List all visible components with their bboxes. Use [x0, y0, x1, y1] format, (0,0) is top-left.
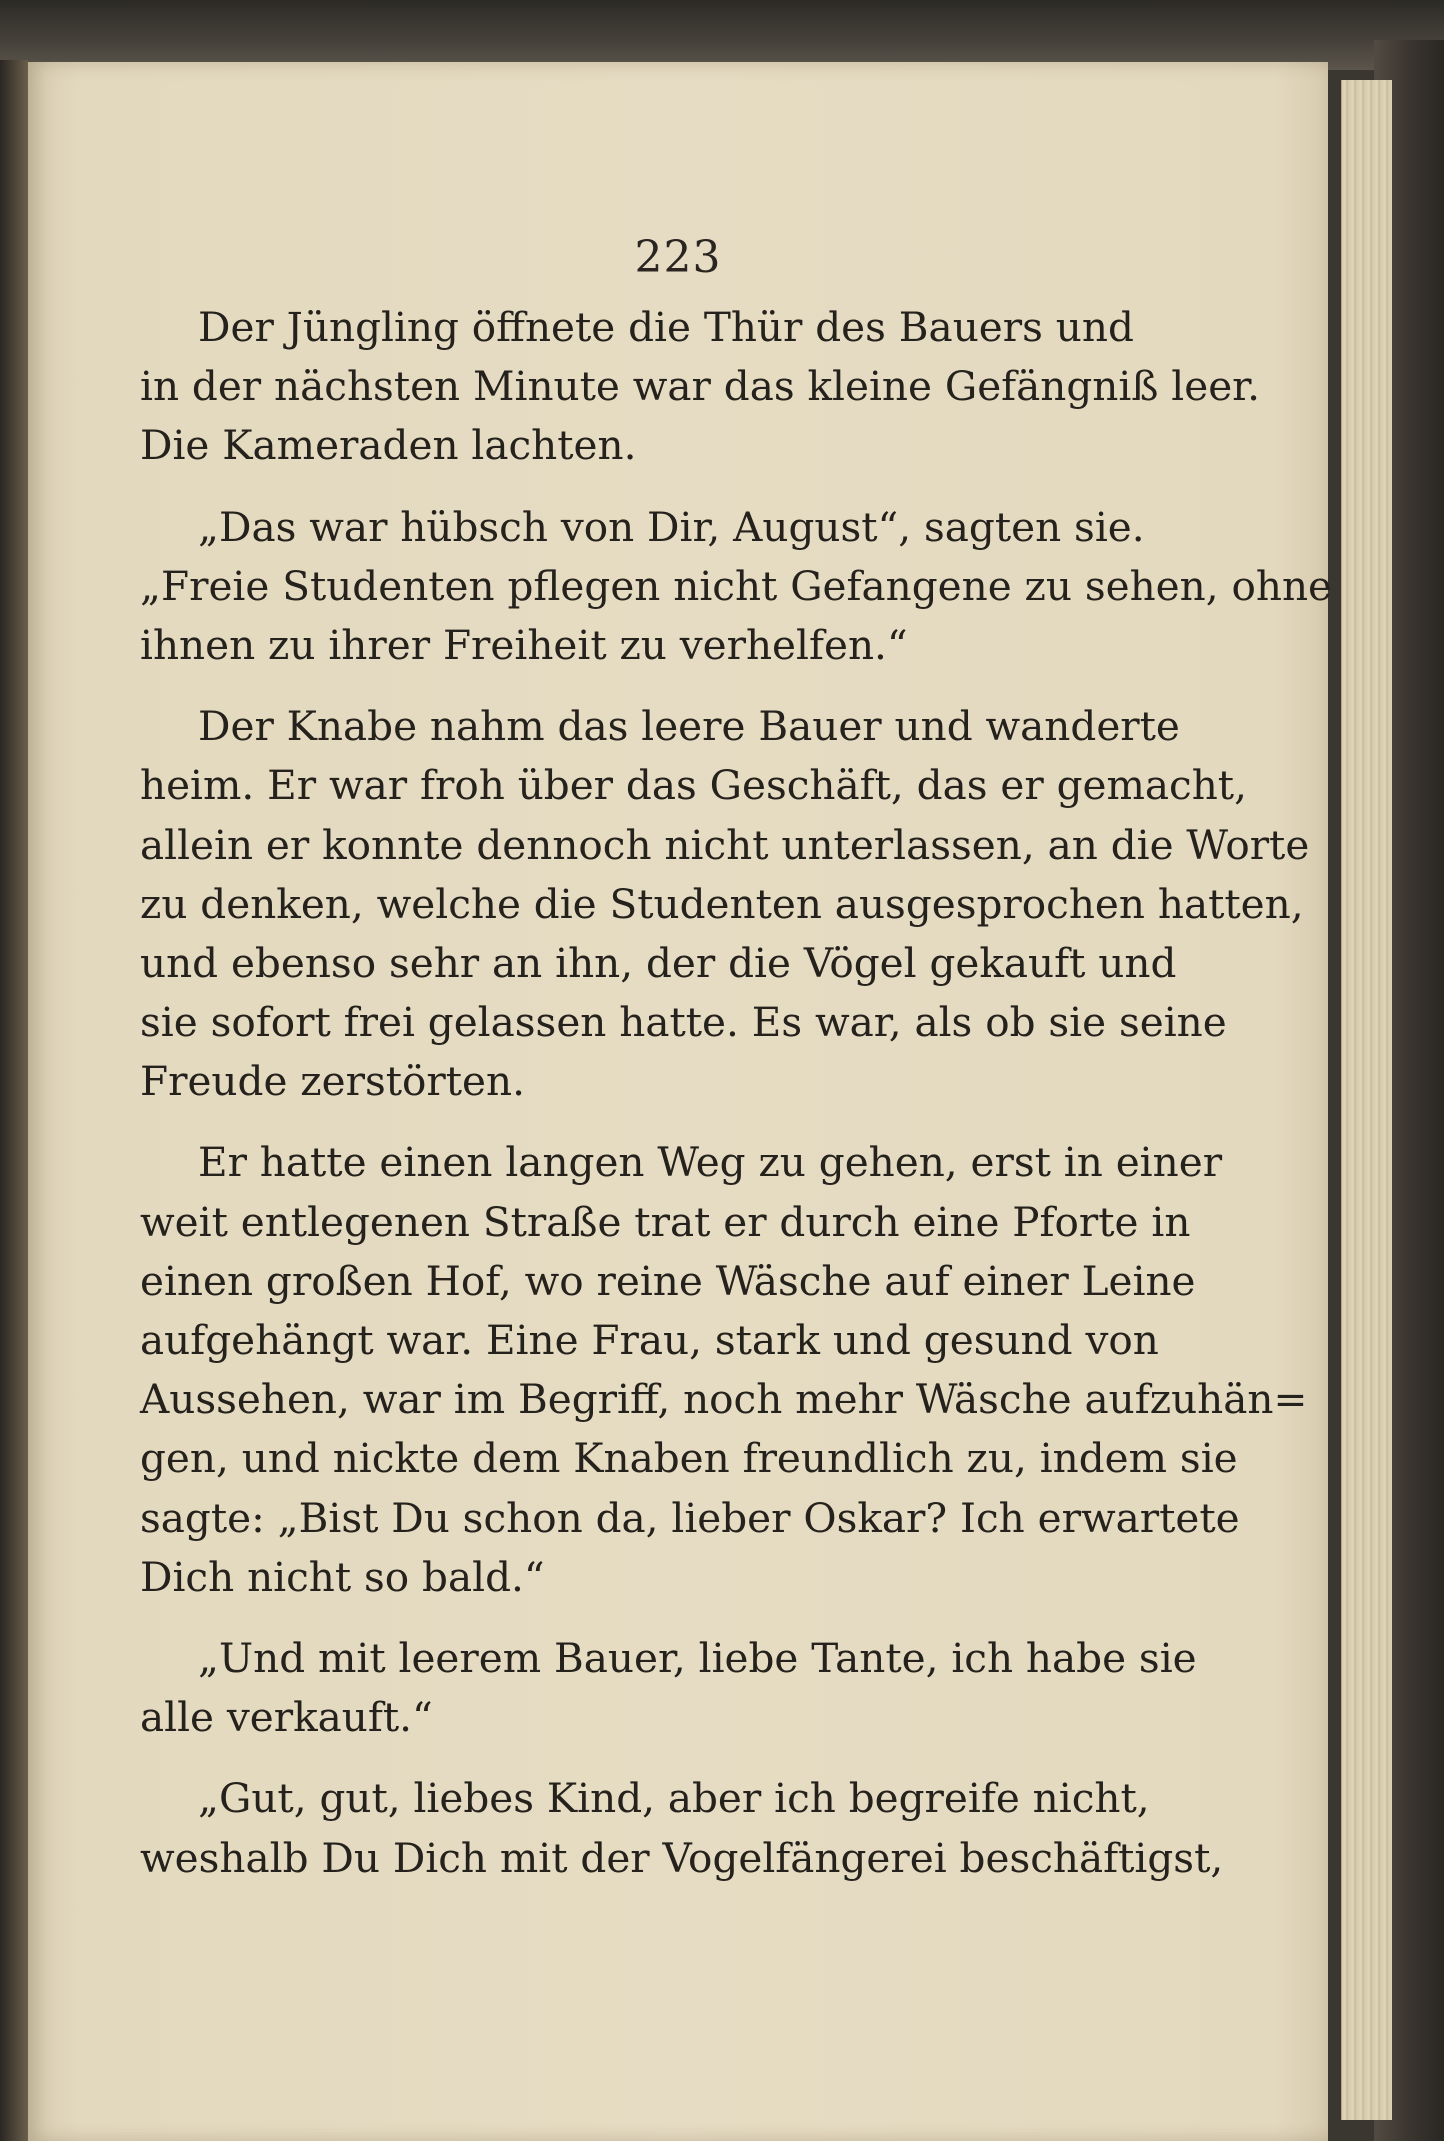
text-line: zu denken, welche die Studenten ausgesprochen hatten, — [140, 879, 1304, 928]
paragraph — [140, 697, 1310, 1111]
book-spine-shadow — [0, 60, 28, 2141]
book-page — [28, 62, 1333, 2141]
text-line: Die Kameraden lachten. — [140, 421, 637, 470]
text-line: einen großen Hof, wo reine Wäsche auf einer Leine — [140, 1256, 1196, 1305]
text-line: allein er konnte dennoch nicht unterlassen, an die Worte — [140, 820, 1310, 869]
page-number: 223 — [634, 232, 722, 283]
text-line: Der Jüngling öffnete die Thür des Bauers und — [198, 303, 1134, 351]
text-line: „Gut, gut, liebes Kind, aber ich begreife nicht, — [198, 1774, 1150, 1823]
text-line: und ebenso sehr an ihn, der die Vögel gekauft und — [140, 938, 1177, 987]
text-line: weshalb Du Dich mit der Vogelfängerei beschäftigst, — [140, 1833, 1224, 1882]
text-line: Er hatte einen langen Weg zu gehen, erst in einer — [198, 1138, 1223, 1187]
text-line: aufgehängt war. Eine Frau, stark und gesund von — [140, 1316, 1159, 1364]
text-line: Dich nicht so bald.“ — [140, 1552, 545, 1601]
paragraph — [140, 498, 1333, 676]
paragraph — [140, 1133, 1308, 1607]
page-edges — [1341, 80, 1392, 2120]
text-line: heim. Er war froh über das Geschäft, das er gemacht, — [140, 761, 1247, 810]
text-line: Freude zerstörten. — [140, 1057, 525, 1106]
text-line: „Freie Studenten pflegen nicht Gefangene zu sehen, ohne — [140, 561, 1333, 610]
paragraph — [140, 1629, 1197, 1747]
paragraph — [140, 298, 1260, 476]
book-cover-top — [0, 0, 1444, 70]
page-text — [140, 298, 1333, 1888]
text-line: gen, und nickte dem Knaben freundlich zu, indem sie — [140, 1434, 1238, 1483]
text-line: sie sofort frei gelassen hatte. Es war, als ob sie seine — [140, 998, 1227, 1047]
text-line: „Das war hübsch von Dir, August“, sagten sie. — [198, 502, 1145, 551]
text-line: alle verkauft.“ — [140, 1693, 433, 1742]
text-line: Der Knabe nahm das leere Bauer und wanderte — [198, 702, 1180, 751]
text-line: in der nächsten Minute war das kleine Gefängniß leer. — [140, 362, 1260, 411]
text-line: „Und mit leerem Bauer, liebe Tante, ich habe sie — [198, 1633, 1197, 1682]
text-line: weit entlegenen Straße trat er durch eine Pforte in — [140, 1197, 1191, 1246]
text-line: ihnen zu ihrer Freiheit zu verhelfen.“ — [140, 620, 908, 669]
paragraph — [140, 1769, 1224, 1887]
text-line: sagte: „Bist Du schon da, lieber Oskar? Ich erwartete — [140, 1493, 1240, 1542]
text-line: Aussehen, war im Begriff, noch mehr Wäsche aufzuhän= — [140, 1375, 1308, 1424]
